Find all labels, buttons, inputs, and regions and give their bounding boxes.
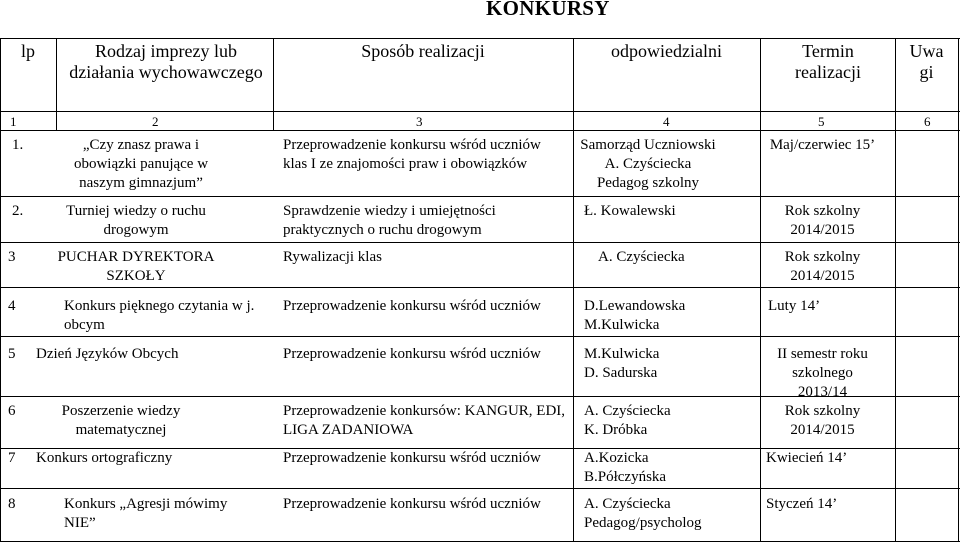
deadline-line: 2013/14 <box>797 384 848 400</box>
responsible-person: K. Dróbka <box>584 422 648 438</box>
header-responsible: odpowiedzialni <box>611 41 722 61</box>
table-rule <box>0 38 960 39</box>
row-deadline: Kwiecień 14’ <box>766 450 848 466</box>
row-deadline <box>750 248 895 286</box>
table-rule <box>0 38 1 542</box>
row-method: Przeprowadzenie konkursów: KANGUR, EDI, LIGA ZADANIOWA <box>283 403 566 438</box>
row-event-type: Konkurs „Agresji mówimy NIE” <box>64 496 228 531</box>
row-lp: 6 <box>8 403 16 419</box>
row-lp: 1. <box>12 137 24 153</box>
row-method: Rywalizacji klas <box>283 249 382 265</box>
row-lp: 7 <box>8 450 16 466</box>
header-deadline: Termin realizacji <box>795 41 861 82</box>
row-method: Przeprowadzenie konkursu wśród uczniów <box>283 346 541 362</box>
responsible-person: A. Czyściecka <box>584 403 671 419</box>
table-rule <box>0 130 960 131</box>
responsible-person: D.Lewandowska <box>584 298 686 314</box>
deadline-line: 2014/2015 <box>790 268 855 284</box>
row-event-type: Poszerzenie wiedzy matematycznej <box>61 403 181 438</box>
column-number: 2 <box>152 114 159 129</box>
responsible-person: A. Czyściecka <box>604 156 692 172</box>
column-number: 3 <box>416 114 423 129</box>
row-lp: 4 <box>8 298 16 314</box>
column-number: 6 <box>924 114 931 129</box>
row-lp: 8 <box>8 496 16 512</box>
table-rule <box>0 488 960 489</box>
deadline-line: 2014/2015 <box>790 222 855 238</box>
header-notes-line: Uwa <box>909 41 944 61</box>
deadline-line: 2014/2015 <box>790 422 855 438</box>
header-notes <box>895 41 958 83</box>
responsible-person: Samorząd Uczniowski <box>580 137 716 153</box>
row-deadline: Luty 14’ <box>768 298 821 314</box>
table-rule <box>958 38 959 542</box>
responsible-person: D. Sadurska <box>584 365 658 381</box>
row-deadline: Maj/czerwiec 15’ <box>769 137 876 153</box>
table-rule <box>760 38 761 542</box>
row-deadline: Styczeń 14’ <box>766 496 838 512</box>
responsible-person: B.Półczyńska <box>584 469 667 485</box>
table-rule <box>573 38 574 542</box>
row-event-type: Konkurs pięknego czytania w j. obcym <box>64 298 255 333</box>
header-method: Sposób realizacji <box>361 41 485 61</box>
row-responsible <box>584 402 671 440</box>
table-rule <box>0 196 960 197</box>
deadline-line: Rok szkolny <box>784 203 861 219</box>
row-lp: 2. <box>12 203 24 219</box>
column-number: 4 <box>663 114 670 129</box>
table-rule <box>0 111 960 112</box>
row-lp: 3 <box>8 249 16 265</box>
row-responsible <box>584 449 666 487</box>
responsible-person: Pedagog/psycholog <box>584 515 702 531</box>
responsible-person: A. Czyściecka <box>584 496 671 512</box>
row-event-type: Konkurs ortograficzny <box>36 450 173 466</box>
row-method: Przeprowadzenie konkursu wśród uczniów <box>283 298 541 314</box>
table-rule <box>0 287 960 288</box>
row-responsible: A. Czyściecka <box>598 249 685 265</box>
row-responsible <box>584 297 685 335</box>
row-deadline <box>750 402 895 440</box>
table-rule <box>895 38 896 542</box>
deadline-line: Rok szkolny <box>784 249 861 265</box>
row-method: Przeprowadzenie konkursu wśród uczniów <box>283 450 541 466</box>
row-method: Przeprowadzenie konkursu wśród uczniów klas I ze znajomości praw i obowiązków <box>283 137 541 172</box>
deadline-line: szkolnego <box>792 365 853 381</box>
column-number: 5 <box>818 114 825 129</box>
header-notes-line: gi <box>919 62 934 82</box>
responsible-person: M.Kulwicka <box>584 346 660 362</box>
row-method: Sprawdzenie wiedzy i umiejętności praktycznych o ruchu drogowym <box>283 203 496 238</box>
row-responsible <box>584 345 659 383</box>
row-event-type: Turniej wiedzy o ruchu drogowym <box>66 203 206 238</box>
column-number: 1 <box>10 114 17 129</box>
row-responsible: Ł. Kowalewski <box>584 203 676 219</box>
page-title: KONKURSY <box>486 0 610 20</box>
deadline-line: II semestr roku <box>777 346 868 362</box>
row-responsible <box>584 495 702 533</box>
responsible-person: M.Kulwicka <box>584 317 660 333</box>
table-rule <box>56 38 57 130</box>
contests-table <box>0 38 960 542</box>
row-responsible <box>573 136 723 193</box>
row-event-type: PUCHAR DYREKTORA SZKOŁY <box>57 249 215 284</box>
responsible-person: Pedagog szkolny <box>596 175 700 191</box>
row-deadline <box>750 345 895 402</box>
row-method: Przeprowadzenie konkursu wśród uczniów <box>283 496 541 512</box>
row-event-type: „Czy znasz prawa i obowiązki panujące w naszym gimnazjum” <box>73 137 209 191</box>
row-event-type: Dzień Języków Obcych <box>36 346 179 362</box>
header-lp: lp <box>20 41 35 61</box>
header-event-type: Rodzaj imprezy lub działania wychowawczego <box>69 41 263 82</box>
table-rule <box>0 336 960 337</box>
deadline-line: Rok szkolny <box>784 403 861 419</box>
row-lp: 5 <box>8 346 16 362</box>
table-rule <box>0 242 960 243</box>
row-deadline <box>750 202 895 240</box>
responsible-person: A.Kozicka <box>584 450 649 466</box>
